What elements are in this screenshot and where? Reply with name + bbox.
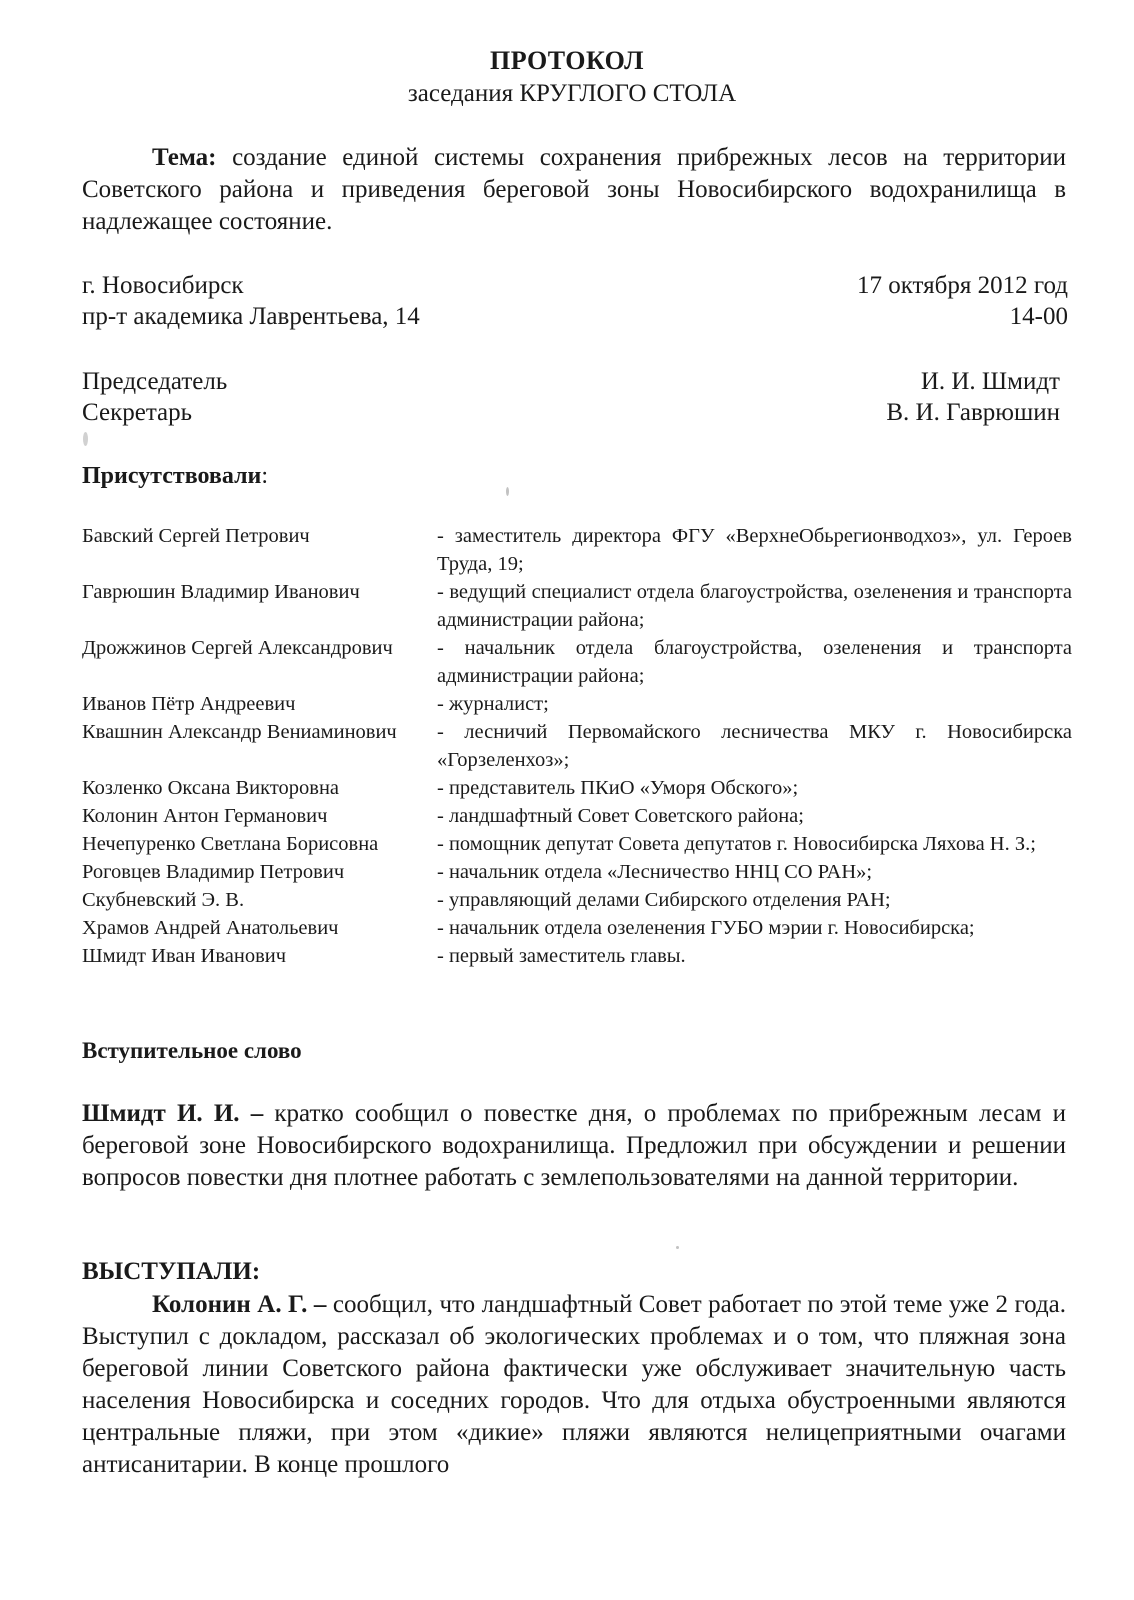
meta-row-city	[82, 272, 1068, 300]
secretary-name: В. И. Гаврюшин	[886, 399, 1060, 426]
attendee-name: Иванов Пётр Андреевич	[82, 693, 296, 715]
intro-heading: Вступительное слово	[82, 1038, 302, 1063]
attendee-name: Скубневский Э. В.	[82, 889, 245, 911]
attendee-row	[82, 914, 1072, 942]
intro-text: кратко сообщил о повестке дня, о проблемах по прибрежным лесам и береговой зоне Новосибирского водохранилища. Предложил при обсуждении и решении вопросов повестки дня плотнее работать с землепользователями на данной территории.	[82, 1100, 1066, 1191]
speech-text: сообщил, что ландшафтный Совет работает по этой теме уже 2 года. Выступил с докладом, рассказал об экологических проблемах и о том, что пляжная зона береговой линии Советского района фактически уже обслуживает значительную часть населения Новосибирска и соседних городов. Что для отдыха обустроенными являются центральные пляжи, при этом «дикие» пляжи являются нелицеприятными очагами антисанитарии. В конце прошлого	[82, 1291, 1067, 1478]
attendee-role: - начальник отдела озеленения ГУБО мэрии г. Новосибирска;	[437, 917, 975, 939]
meta-time: 14-00	[1009, 303, 1068, 330]
secretary-row	[82, 399, 1060, 427]
attendee-name: Козленко Оксана Викторовна	[82, 777, 340, 799]
meta-date: 17 октября 2012 год	[856, 272, 1068, 299]
attendee-row	[82, 690, 1072, 718]
attendee-name: Гаврюшин Владимир Иванович	[82, 581, 360, 603]
attendee-name: Бавский Сергей Петрович	[82, 525, 310, 547]
secretary-label: Секретарь	[82, 399, 193, 426]
attendee-row	[82, 774, 1072, 802]
intro-paragraph	[82, 1098, 1066, 1194]
speech-speaker: Колонин А. Г. –	[152, 1291, 327, 1318]
attendees-list	[82, 522, 1072, 970]
chair-row	[82, 368, 1060, 396]
attendee-role: - ландшафтный Совет Советского района;	[437, 805, 804, 827]
meta-city: г. Новосибирск	[82, 272, 244, 299]
attendee-row	[82, 886, 1072, 914]
attendees-heading-text: Присутствовали	[82, 463, 262, 489]
scan-speck	[83, 432, 88, 446]
attendee-role: - заместитель директора ФГУ «ВерхнеОбьрегионводхоз», ул. Героев Труда, 19;	[437, 525, 1072, 575]
attendee-role: - начальник отдела «Лесничество ННЦ СО РАН»;	[437, 861, 873, 883]
attendee-row	[82, 830, 1072, 858]
attendees-heading-colon: :	[261, 463, 269, 489]
document-title: ПРОТОКОЛ	[490, 46, 644, 75]
attendee-row	[82, 578, 1072, 634]
scan-speck	[506, 487, 509, 496]
attendee-role: - ведущий специалист отдела благоустройства, озеленения и транспорта администрации района;	[437, 581, 1072, 631]
chair-name: И. И. Шмидт	[920, 368, 1060, 395]
attendee-name: Колонин Антон Германович	[82, 805, 328, 827]
meta-row-address	[82, 303, 1068, 331]
attendee-row	[82, 718, 1072, 774]
attendee-role: - управляющий делами Сибирского отделения РАН;	[437, 889, 891, 911]
attendee-row	[82, 522, 1072, 578]
attendee-role: - начальник отдела благоустройства, озеленения и транспорта администрации района;	[437, 637, 1072, 687]
attendee-role: - первый заместитель главы.	[437, 945, 686, 967]
attendee-name: Храмов Андрей Анатольевич	[82, 917, 339, 939]
attendee-role: - помощник депутат Совета депутатов г. Новосибирска Ляхова Н. З.;	[437, 833, 1036, 855]
attendees-heading	[82, 463, 268, 490]
attendee-name: Квашнин Александр Вениаминович	[82, 721, 397, 743]
attendee-role: - лесничий Первомайского лесничества МКУ г. Новосибирска «Горзеленхоз»;	[437, 721, 1072, 771]
attendee-role: - представитель ПКиО «Уморя Обского»;	[437, 777, 799, 799]
attendee-name: Нечепуренко Светлана Борисовна	[82, 833, 379, 855]
theme-paragraph	[82, 142, 1066, 238]
intro-speaker: Шмидт И. И. –	[82, 1100, 264, 1127]
attendee-name: Дрожжинов Сергей Александрович	[82, 637, 393, 659]
attendee-row	[82, 942, 1072, 970]
attendee-row	[82, 802, 1072, 830]
attendee-role: - журналист;	[437, 693, 549, 715]
attendee-name: Роговцев Владимир Петрович	[82, 861, 345, 883]
attendee-row	[82, 858, 1072, 886]
attendee-row	[82, 634, 1072, 690]
theme-label: Тема:	[152, 144, 217, 171]
document-subtitle: заседания КРУГЛОГО СТОЛА	[407, 80, 737, 107]
speech-paragraph	[82, 1289, 1066, 1481]
meta-address: пр-т академика Лаврентьева, 14	[82, 303, 420, 330]
scan-speck	[676, 1246, 679, 1249]
chair-label: Председатель	[82, 368, 228, 395]
speeches-heading: ВЫСТУПАЛИ:	[82, 1258, 261, 1285]
attendee-name: Шмидт Иван Иванович	[82, 945, 287, 967]
theme-text: создание единой системы сохранения прибрежных лесов на территории Советского района и приведения береговой зоны Новосибирского водохранилища в надлежащее состояние.	[82, 144, 1067, 235]
